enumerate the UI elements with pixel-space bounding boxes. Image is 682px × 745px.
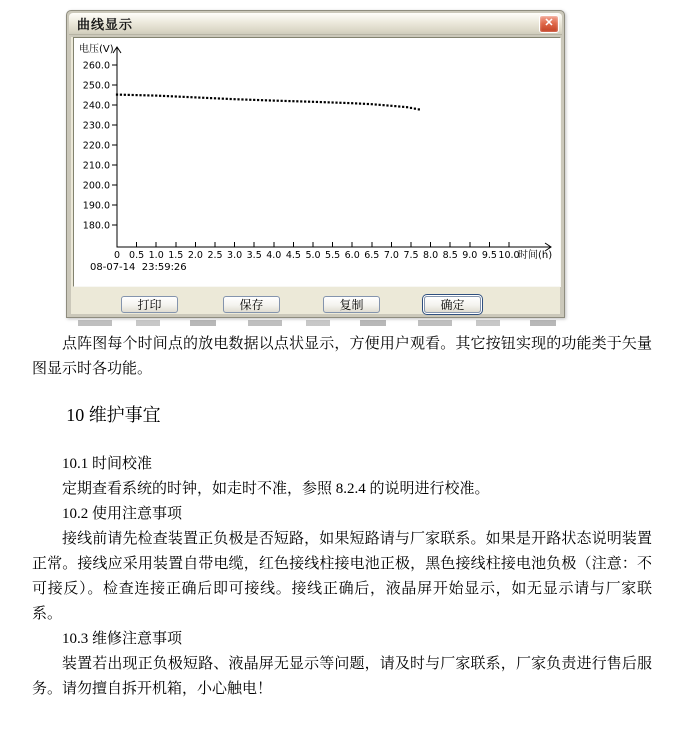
- svg-text:4.5: 4.5: [285, 250, 301, 261]
- subsection-title-10-1: 10.1 时间校准: [62, 456, 153, 472]
- dialog-title: 曲线显示: [77, 17, 134, 32]
- svg-text:1.0: 1.0: [148, 250, 164, 261]
- subsection-body-10-3: 装置若出现正负极短路、液晶屏无显示等问题，请及时与厂家联系，厂家负责进行售后服务。请勿擅自拆开机箱，小心触电！: [32, 656, 652, 697]
- svg-text:9.5: 9.5: [481, 250, 497, 261]
- document-body: [32, 332, 652, 702]
- voltage-curve-chart: [73, 37, 561, 287]
- svg-text:240.0: 240.0: [82, 100, 110, 112]
- paragraph-dot-matrix: 点阵图每个时间点的放电数据以点状显示，方便用户观看。其它按钮实现的功能类于矢量图显示时各功能。: [32, 336, 652, 377]
- close-icon[interactable]: ✕: [539, 15, 559, 33]
- clipped-text-remnant: [64, 320, 564, 326]
- svg-text:6.5: 6.5: [364, 250, 380, 261]
- dialog-screenshot: [62, 8, 568, 328]
- svg-text:1.5: 1.5: [168, 250, 184, 261]
- svg-text:0: 0: [113, 250, 121, 261]
- svg-text:260.0: 260.0: [82, 60, 110, 72]
- save-button[interactable]: 保存: [223, 296, 280, 313]
- ok-button[interactable]: 确定: [424, 296, 481, 313]
- subsection-body-10-2: 接线前请先检查装置正负极是否短路，如果短路请与厂家联系。如果是开路状态说明装置正常。接线应采用装置自带电缆，红色接线柱接电池正极，黑色接线柱接电池负极（注意：不可接反）。检查连接正确后即可接线。接线正确后，液晶屏开始显示，如无显示请与厂家联系。: [32, 531, 652, 622]
- subsection-title-10-2: 10.2 使用注意事项: [62, 506, 183, 522]
- svg-text:0.5: 0.5: [129, 250, 145, 261]
- section-heading-maintenance: 10 维护事宜: [66, 405, 161, 425]
- dialog-client-area: [71, 37, 560, 314]
- svg-text:220.0: 220.0: [82, 140, 110, 152]
- svg-text:230.0: 230.0: [82, 120, 110, 132]
- svg-text:7.0: 7.0: [383, 250, 399, 261]
- svg-text:180.0: 180.0: [82, 220, 110, 232]
- svg-text:250.0: 250.0: [82, 80, 110, 92]
- copy-button[interactable]: 复制: [323, 296, 380, 313]
- svg-text:时间(h): 时间(h): [518, 250, 553, 261]
- curve-display-dialog: [66, 10, 565, 318]
- svg-text:200.0: 200.0: [82, 180, 110, 192]
- svg-text:3.0: 3.0: [227, 250, 243, 261]
- svg-text:2.0: 2.0: [187, 250, 203, 261]
- svg-text:8.0: 8.0: [423, 250, 439, 261]
- svg-text:3.5: 3.5: [246, 250, 262, 261]
- svg-text:4.0: 4.0: [266, 250, 282, 261]
- svg-text:210.0: 210.0: [82, 160, 110, 172]
- svg-text:5.5: 5.5: [325, 250, 341, 261]
- dialog-titlebar[interactable]: [69, 13, 562, 35]
- voltage-curve-svg: [74, 38, 560, 286]
- subsection-title-10-3: 10.3 维修注意事项: [62, 631, 183, 647]
- print-button[interactable]: 打印: [121, 296, 178, 313]
- svg-text:6.0: 6.0: [344, 250, 360, 261]
- svg-text:9.0: 9.0: [462, 250, 478, 261]
- svg-text:5.0: 5.0: [305, 250, 321, 261]
- svg-text:8.5: 8.5: [442, 250, 458, 261]
- svg-text:7.5: 7.5: [403, 250, 419, 261]
- subsection-body-10-1: 定期查看系统的时钟，如走时不准，参照 8.2.4 的说明进行校准。: [62, 481, 490, 497]
- svg-text:190.0: 190.0: [82, 200, 110, 212]
- svg-text:08-07-14 23:59:26: 08-07-14 23:59:26: [90, 262, 187, 273]
- dialog-buttons-row: [71, 296, 560, 318]
- svg-text:10.0: 10.0: [498, 250, 520, 261]
- svg-text:2.5: 2.5: [207, 250, 223, 261]
- svg-text:电压(V): 电压(V): [79, 44, 114, 55]
